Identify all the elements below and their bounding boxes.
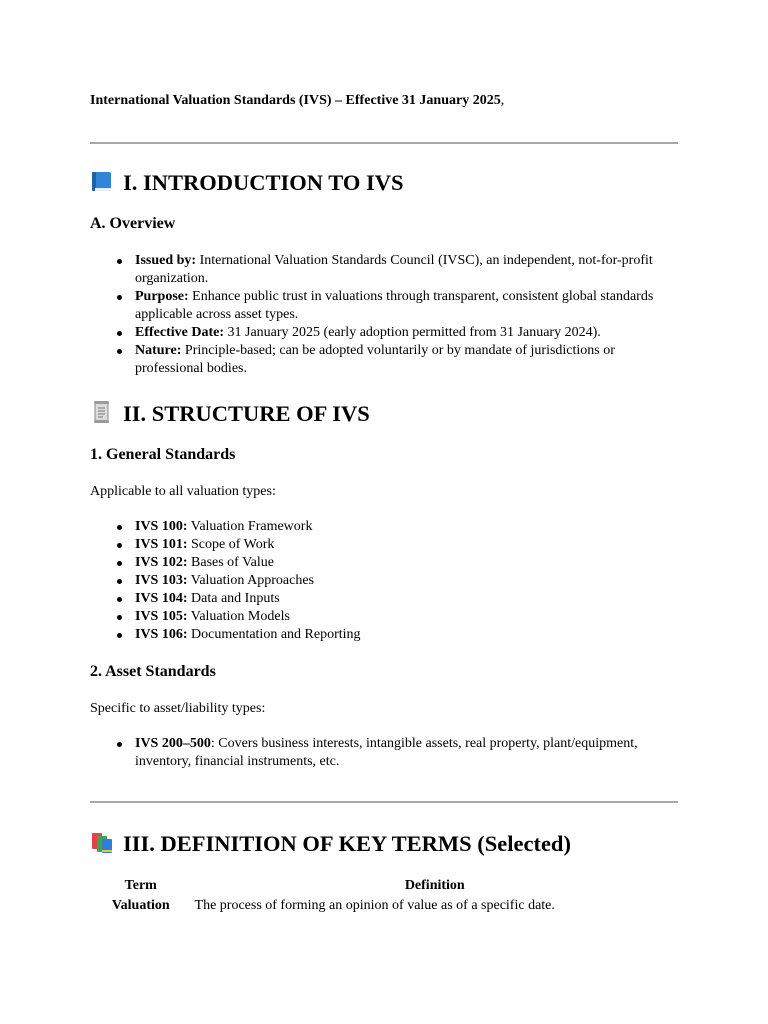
list-item [135,342,678,378]
asset-standards-list [90,735,678,771]
section-title: III. DEFINITION OF KEY TERMS (Selected) [123,831,571,856]
book-icon [90,171,114,199]
definition-cell: The process of forming an opinion of value as of a specific date. [194,898,555,913]
item-label: Purpose: [135,289,189,304]
item-text: Principle-based; can be adopted voluntarily or by mandate of jurisdictions or professional bodies. [135,343,615,376]
list-item [135,590,678,608]
lead-title: International Valuation Standards (IVS) – Effective 31 January 2025 [90,93,501,108]
list-item [135,554,678,572]
item-label: IVS 200–500 [135,736,211,751]
item-text: Valuation Framework [187,519,313,534]
list-item [135,735,678,771]
list-item [135,288,678,324]
item-label: Nature: [135,343,182,358]
item-text: Valuation Models [187,609,290,624]
item-label: IVS 100: [135,519,188,534]
item-label: IVS 102: [135,555,188,570]
list-item [135,608,678,626]
column-header-term: Term [124,878,157,893]
item-label: IVS 105: [135,609,188,624]
item-text: Documentation and Reporting [187,627,361,642]
table-header-row [90,876,678,896]
item-text: Data and Inputs [187,591,280,606]
general-standards-note: Applicable to all valuation types: [90,484,276,499]
section-heading-key-terms [90,830,571,860]
section-title: I. INTRODUCTION TO IVS [123,170,404,195]
subheading-asset-standards: 2. Asset Standards [90,663,216,680]
general-standards-list [90,518,678,644]
lead-tail: , [500,93,505,108]
column-header-definition: Definition [404,878,465,893]
list-item [135,536,678,554]
item-text: Scope of Work [187,537,275,552]
books-icon [90,830,114,860]
horizontal-rule [90,801,678,803]
scroll-icon [90,400,114,430]
list-item [135,252,678,288]
item-label: Effective Date: [135,325,225,340]
overview-list [90,252,678,378]
table-row [90,896,678,916]
list-item [135,626,678,644]
item-label: Issued by: [135,253,197,268]
item-label: IVS 101: [135,537,188,552]
term-cell: Valuation [111,898,170,913]
horizontal-rule [90,142,678,144]
item-text: : Covers business interests, intangible assets, real property, plant/equipment, inventory, financial instruments, etc. [135,736,638,769]
list-item [135,324,678,342]
item-text: International Valuation Standards Council (IVSC), an independent, not-for-profit organization. [135,253,653,286]
item-text: Enhance public trust in valuations through transparent, consistent global standards applicable across asset types. [135,289,654,322]
list-item [135,572,678,590]
section-heading-introduction [90,170,404,199]
document-lead [90,93,504,109]
subheading-overview: A. Overview [90,215,176,232]
item-label: IVS 106: [135,627,188,642]
item-text: 31 January 2025 (early adoption permitted from 31 January 2024). [224,325,601,340]
key-terms-table [90,876,678,916]
item-text: Bases of Value [187,555,274,570]
subheading-general-standards: 1. General Standards [90,446,236,463]
section-title: II. STRUCTURE OF IVS [123,401,370,426]
item-text: Valuation Approaches [187,573,315,588]
item-label: IVS 103: [135,573,188,588]
list-item [135,518,678,536]
section-heading-structure [90,400,370,430]
item-label: IVS 104: [135,591,188,606]
asset-standards-note: Specific to asset/liability types: [90,701,266,716]
